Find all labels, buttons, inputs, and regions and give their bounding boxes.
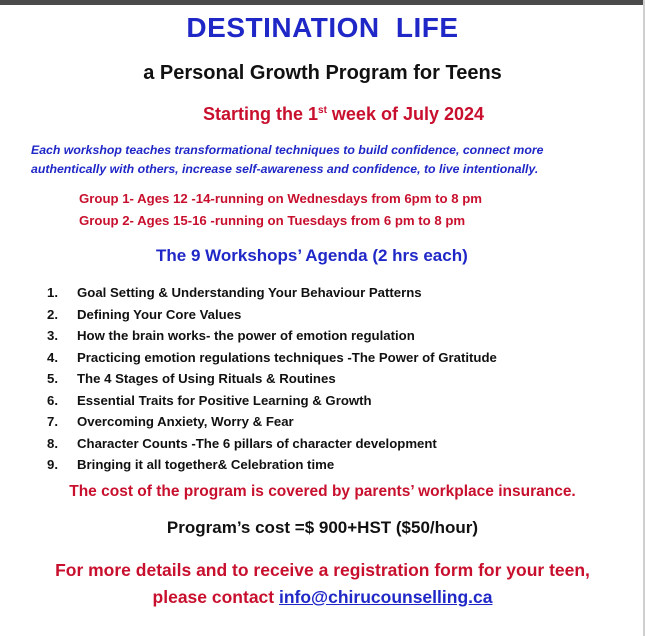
agenda-item xyxy=(47,433,497,455)
agenda-item-number: 6. xyxy=(47,392,58,408)
agenda-item xyxy=(47,325,497,347)
group-1-schedule: Group 1- Ages 12 -14-running on Wednesdays from 6pm to 8 pm xyxy=(79,191,483,206)
start-date-prefix: Starting the 1 xyxy=(203,104,319,124)
agenda-item xyxy=(47,411,497,433)
agenda-item-number: 1. xyxy=(47,285,58,300)
start-date xyxy=(203,104,484,125)
flyer-subtitle: a Personal Growth Program for Teens xyxy=(143,62,502,84)
agenda-item xyxy=(47,390,497,412)
agenda-item-number: 5. xyxy=(47,371,58,386)
agenda-item-text: How the brain works- the power of emotion regulation xyxy=(77,328,415,343)
agenda-title: The 9 Workshops’ Agenda (2 hrs each) xyxy=(156,246,468,265)
agenda-item-text: Defining Your Core Values xyxy=(77,306,242,322)
agenda-item xyxy=(47,347,497,369)
intro-text: Each workshop teaches transformational techniques to build confidence, connect more authentically with others, increase self-awareness and confidence, to live intentionally. xyxy=(31,143,544,176)
agenda-item-number: 7. xyxy=(47,414,58,429)
agenda-item-number: 2. xyxy=(47,306,58,322)
details-line-2 xyxy=(0,587,645,608)
agenda-item-text: Character Counts -The 6 pillars of character development xyxy=(77,435,437,451)
insurance-coverage-note: The cost of the program is covered by parents’ workplace insurance. xyxy=(69,483,576,500)
agenda-item xyxy=(47,454,497,476)
agenda-item-text: Bringing it all together& Celebration time xyxy=(77,457,335,472)
agenda-item-text: Practicing emotion regulations techniques -The Power of Gratitude xyxy=(77,349,497,365)
agenda-item-number: 8. xyxy=(47,435,58,451)
start-date-suffix: week of July 2024 xyxy=(326,104,485,124)
agenda-item xyxy=(47,282,497,304)
agenda-item-text: Overcoming Anxiety, Worry & Fear xyxy=(77,414,294,429)
agenda-item-number: 4. xyxy=(47,349,58,365)
contact-email-link[interactable]: info@chirucounselling.ca xyxy=(278,587,493,607)
agenda-item-text: Goal Setting & Understanding Your Behaviour Patterns xyxy=(77,285,422,300)
agenda-item xyxy=(47,304,497,326)
agenda-item-number: 9. xyxy=(47,457,58,472)
contact-prefix: please contact xyxy=(152,587,279,607)
group-2-schedule: Group 2- Ages 15-16 -running on Tuesdays from 6 pm to 8 pm xyxy=(79,213,466,228)
flyer-title: DESTINATION LIFE xyxy=(186,12,459,43)
agenda-item xyxy=(47,368,497,390)
top-border xyxy=(0,0,645,5)
agenda-list xyxy=(47,282,497,476)
agenda-item-number: 3. xyxy=(47,328,58,343)
agenda-item-text: The 4 Stages of Using Rituals & Routines xyxy=(77,371,336,386)
details-line-1: For more details and to receive a registration form for your teen, xyxy=(55,560,590,580)
agenda-item-text: Essential Traits for Positive Learning & Growth xyxy=(77,392,372,408)
start-date-superscript: st xyxy=(318,105,327,116)
program-cost: Program’s cost =$ 900+HST ($50/hour) xyxy=(166,518,479,537)
